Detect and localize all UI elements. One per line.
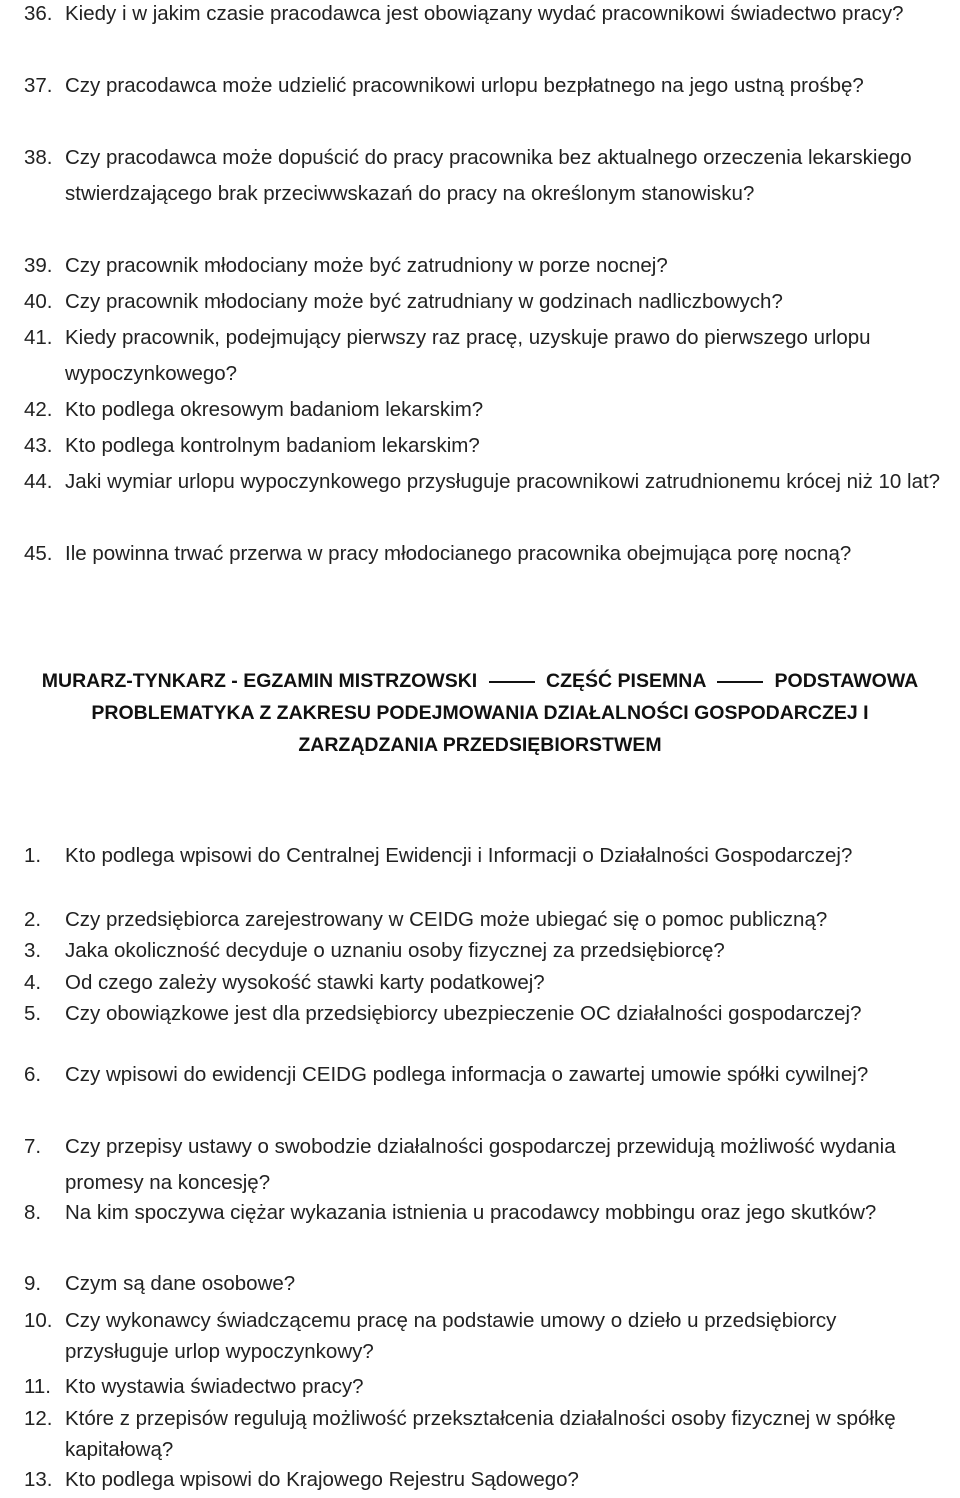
question-number: 38. [24,146,53,169]
question-text: Kiedy pracownik, podejmujący pierwszy raz pracę, uzyskuje prawo do pierwszego urlopu wypoczynkowego? [65,326,871,385]
question-text: Czy obowiązkowe jest dla przedsiębiorcy ubezpieczenie OC działalności gospodarczej? [65,1002,862,1025]
question-text: Które z przepisów regulują możliwość przekształcenia działalności osoby fizycznej w spółkę kapitałową? [65,1407,896,1461]
question-7 [24,1129,944,1201]
question-number: 9. [24,1272,42,1295]
heading-part-1: MURARZ-TYNKARZ - EGZAMIN MISTRZOWSKI [41,670,478,692]
heading-part-2: CZĘŚĆ PISEMNA [546,670,706,692]
question-text: Czy przepisy ustawy o swobodzie działalności gospodarczej przewidują możliwość wydania promesy na koncesję? [65,1135,896,1194]
question-36 [24,0,944,32]
question-number: 44. [24,470,53,493]
question-number: 13. [24,1468,53,1491]
heading-part-3: PODSTAWOWA [774,670,919,692]
question-3 [24,933,944,969]
question-text: Od czego zależy wysokość stawki karty podatkowej? [65,971,545,994]
question-number: 4. [24,971,42,994]
question-text: Ile powinna trwać przerwa w pracy młodocianego pracownika obejmująca porę nocną? [65,542,852,565]
question-number: 2. [24,908,42,931]
question-9 [24,1266,944,1302]
question-8 [24,1195,944,1231]
question-text: Kto wystawia świadectwo pracy? [65,1375,364,1398]
question-number: 3. [24,939,42,962]
question-number: 43. [24,434,53,457]
question-41 [24,320,944,392]
question-43 [24,428,944,464]
question-number: 37. [24,74,53,97]
question-38 [24,140,944,212]
question-number: 45. [24,542,53,565]
question-number: 12. [24,1407,53,1430]
section-heading-line-3: ZARZĄDZANIA PRZEDSIĘBIORSTWEM [298,734,662,756]
question-1 [24,838,944,874]
question-number: 10. [24,1309,53,1332]
question-text: Na kim spoczywa ciężar wykazania istnienia u pracodawcy mobbingu oraz jego skutków? [65,1201,877,1224]
question-45 [24,536,944,572]
question-text: Kto podlega wpisowi do Centralnej Ewidencji i Informacji o Działalności Gospodarczej? [65,844,853,867]
question-number: 5. [24,1002,42,1025]
question-text: Czy pracodawca może dopuścić do pracy pracownika bez aktualnego orzeczenia lekarskiego stwierdzającego brak przeciwwskazań do pracy na określonym stanowisku? [65,146,912,205]
question-text: Kto podlega kontrolnym badaniom lekarskim? [65,434,480,457]
question-6 [24,1057,944,1093]
question-number: 40. [24,290,53,313]
question-text: Kto podlega okresowym badaniom lekarskim? [65,398,484,421]
question-text: Czy wykonawcy świadczącemu pracę na podstawie umowy o dzieło u przedsiębiorcy przysługuje urlop wypoczynkowy? [65,1309,837,1363]
question-number: 36. [24,2,53,25]
question-text: Czym są dane osobowe? [65,1272,296,1295]
question-11 [24,1369,944,1405]
question-text: Czy pracownik młodociany może być zatrudniony w porze nocnej? [65,254,668,277]
question-number: 42. [24,398,53,421]
question-44 [24,464,944,500]
question-text: Jaki wymiar urlopu wypoczynkowego przysługuje pracownikowi zatrudnionemu krócej niż 10 lat? [65,470,941,493]
section-heading-line-2: PROBLEMATYKA Z ZAKRESU PODEJMOWANIA DZIAŁALNOŚCI GOSPODARCZEJ I [91,702,869,724]
question-text: Kiedy i w jakim czasie pracodawca jest obowiązany wydać pracownikowi świadectwo pracy? [65,2,904,25]
question-text: Czy wpisowi do ewidencji CEIDG podlega informacja o zawartej umowie spółki cywilnej? [65,1063,869,1086]
question-42 [24,392,944,428]
question-number: 1. [24,844,42,867]
question-40 [24,284,944,320]
question-10 [24,1305,944,1367]
question-4 [24,965,944,1001]
question-12 [24,1403,944,1465]
question-number: 7. [24,1135,42,1158]
question-text: Kto podlega wpisowi do Krajowego Rejestru Sądowego? [65,1468,579,1491]
section-heading-line-1 [0,670,960,693]
question-number: 11. [24,1375,51,1398]
question-number: 8. [24,1201,42,1224]
question-number: 39. [24,254,53,277]
question-number: 41. [24,326,53,349]
question-5 [24,998,944,1029]
question-text: Jaka okoliczność decyduje o uznaniu osoby fizycznej za przedsiębiorcę? [65,939,725,962]
question-text: Czy przedsiębiorca zarejestrowany w CEIDG może ubiegać się o pomoc publiczną? [65,908,828,931]
dash-divider [717,681,763,683]
dash-divider [489,681,535,683]
question-number: 6. [24,1063,42,1086]
question-text: Czy pracodawca może udzielić pracownikowi urlopu bezpłatnego na jego ustną prośbę? [65,74,864,97]
question-13 [24,1462,944,1498]
question-37 [24,68,944,104]
question-text: Czy pracownik młodociany może być zatrudniany w godzinach nadliczbowych? [65,290,783,313]
question-39 [24,248,944,284]
